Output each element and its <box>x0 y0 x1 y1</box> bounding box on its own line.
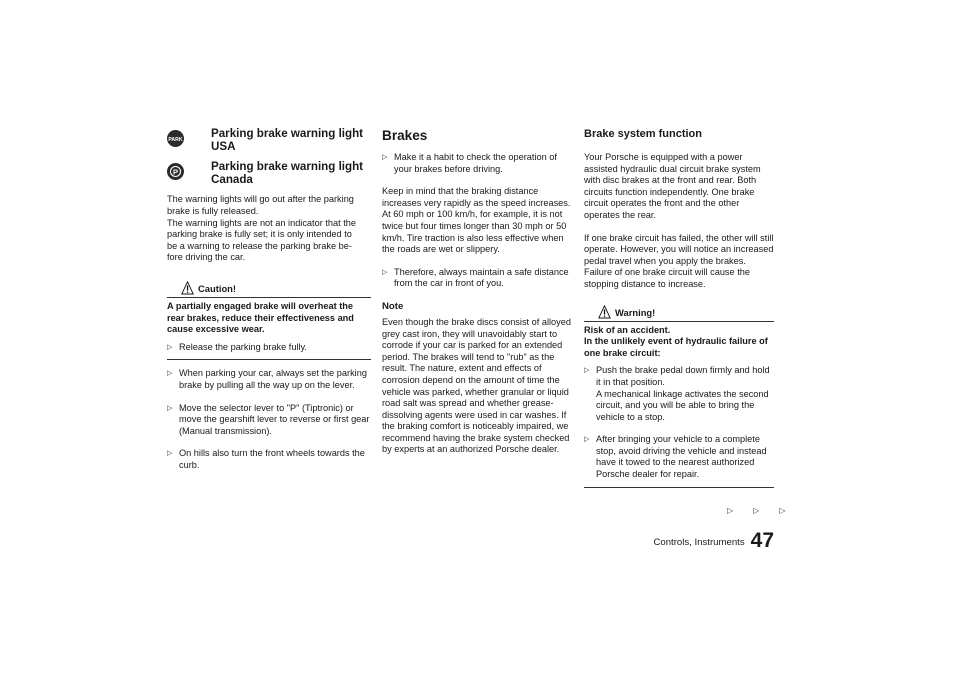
triangle-right-icon: ▷ <box>584 367 590 375</box>
triangle-right-icon: ▷ <box>382 154 388 161</box>
list-item: ▷ On hills also turn the front wheels towards the curb. <box>167 448 365 470</box>
exclamation-triangle-icon <box>598 305 611 319</box>
park-usa-title: Parking brake warning light USA <box>211 127 364 153</box>
warning-header <box>584 302 774 322</box>
right-column <box>584 128 774 488</box>
caution-label: Caution! <box>198 283 237 295</box>
intro-text: The warning lights will go out after the parking brake is fully released. The warning lights are not an indicator that the parking brake is fully set; it is only intended to be a warning to release the parking brake be- fore driving the car. <box>167 194 356 263</box>
triangle-right-icon: ▷ <box>167 450 173 458</box>
list-item: ▷ Push the brake pedal down firmly and hold it in that position. A mechanical linkage activates the second circuit, and you will be able to bring the vehicle to a stop. <box>584 365 770 422</box>
park-canada-title: Parking brake warning light Canada <box>211 160 364 186</box>
section-name: Controls, Instruments <box>653 537 745 548</box>
brakes-heading: Brakes <box>382 128 428 143</box>
warning-text: Risk of an accident. In the unlikely event of hydraulic failure of one brake circuit: <box>584 324 768 358</box>
brake-system-text: Your Porsche is equipped with a power assisted hydraulic dual circuit brake system with disc brakes at the front and rear. Both circuits function independently. One brake circuit operates the front and the other operates the rear. If one brake circuit has failed, the other will still operate. However, you will notice an increased pedal travel when you apply the brakes. Failure of one brake circuit will cause the stopping distance to increase. <box>584 152 774 289</box>
caution-header <box>167 278 371 298</box>
triangle-right-icon: ▷ <box>167 370 173 378</box>
svg-text:P: P <box>172 167 179 177</box>
warning-box <box>584 302 774 488</box>
note-text: Even though the brake discs consist of alloyed grey cast iron, they will unavoidably start to corrode if your car is parked for an extended period. The brakes will tend to "rub" as the result. The nature, extent and effects of corrosion depend on the amount of time the vehicle was parked, whether granular or liquid road salt was spread and whether grease-dissolving agents were used in car washes. If the braking comfort is noticeably impaired, we recommend having the brake system checked by experts at an authorized Porsche dealer. <box>382 316 571 455</box>
svg-text:PARK: PARK <box>168 136 183 143</box>
p-circle-warning-icon <box>167 163 184 180</box>
triangle-right-icon: ▷ <box>584 436 590 444</box>
caution-text: A partially engaged brake will overheat the rear brakes, reduce their effectiveness and cause excessive wear. <box>167 300 354 335</box>
caution-bullet: ▷ Release the parking brake fully. <box>167 341 308 352</box>
exclamation-triangle-icon <box>181 281 194 295</box>
note-heading: Note <box>382 300 404 312</box>
warning-end-rule <box>584 487 774 488</box>
triangle-right-icon: ▷ <box>382 268 388 276</box>
warning-label: Warning! <box>615 306 656 318</box>
list-item: ▷ Therefore, always maintain a safe distance from the car in front of you. <box>382 266 569 289</box>
triangle-right-icon: ▷ <box>167 404 173 412</box>
park-usa-row <box>167 128 371 153</box>
list-item: ▷ When parking your car, always set the parking brake by pulling all the way up on the lever. <box>167 368 367 390</box>
braking-distance-paragraph: Keep in mind that the braking distance increases very rapidly as the speed increases. At 60 mph or 100 km/h, for example, it is not twice but four times longer than 30 mph or 50 km/h. Tire traction is also less effective when the roads are wet or slippery. <box>382 186 571 255</box>
brake-system-heading: Brake system function <box>584 128 702 140</box>
continuation-arrows <box>727 506 785 515</box>
page-footer <box>653 530 774 551</box>
page-number: 47 <box>750 529 774 552</box>
park-canada-row <box>167 161 371 186</box>
triangle-right-icon: ▷ <box>167 343 173 351</box>
middle-column <box>382 128 574 467</box>
park-warning-icon <box>167 130 184 147</box>
list-item: ▷ Move the selector lever to "P" (Tiptronic) or move the gearshift lever to reverse or first gear (Manual transmission). <box>167 402 370 436</box>
left-column <box>167 128 371 482</box>
list-item: ▷ Make it a habit to check the operation of your brakes before driving. <box>382 152 557 174</box>
list-item: ▷ After bringing your vehicle to a complete stop, avoid driving the vehicle and instead have it towed to the nearest authorized Porsche dealer for repair. <box>584 434 767 480</box>
triangle-right-icon: ▷ <box>727 506 734 515</box>
triangle-right-icon: ▷ <box>753 506 760 515</box>
triangle-right-icon: ▷ <box>779 506 786 515</box>
caution-box <box>167 278 371 360</box>
